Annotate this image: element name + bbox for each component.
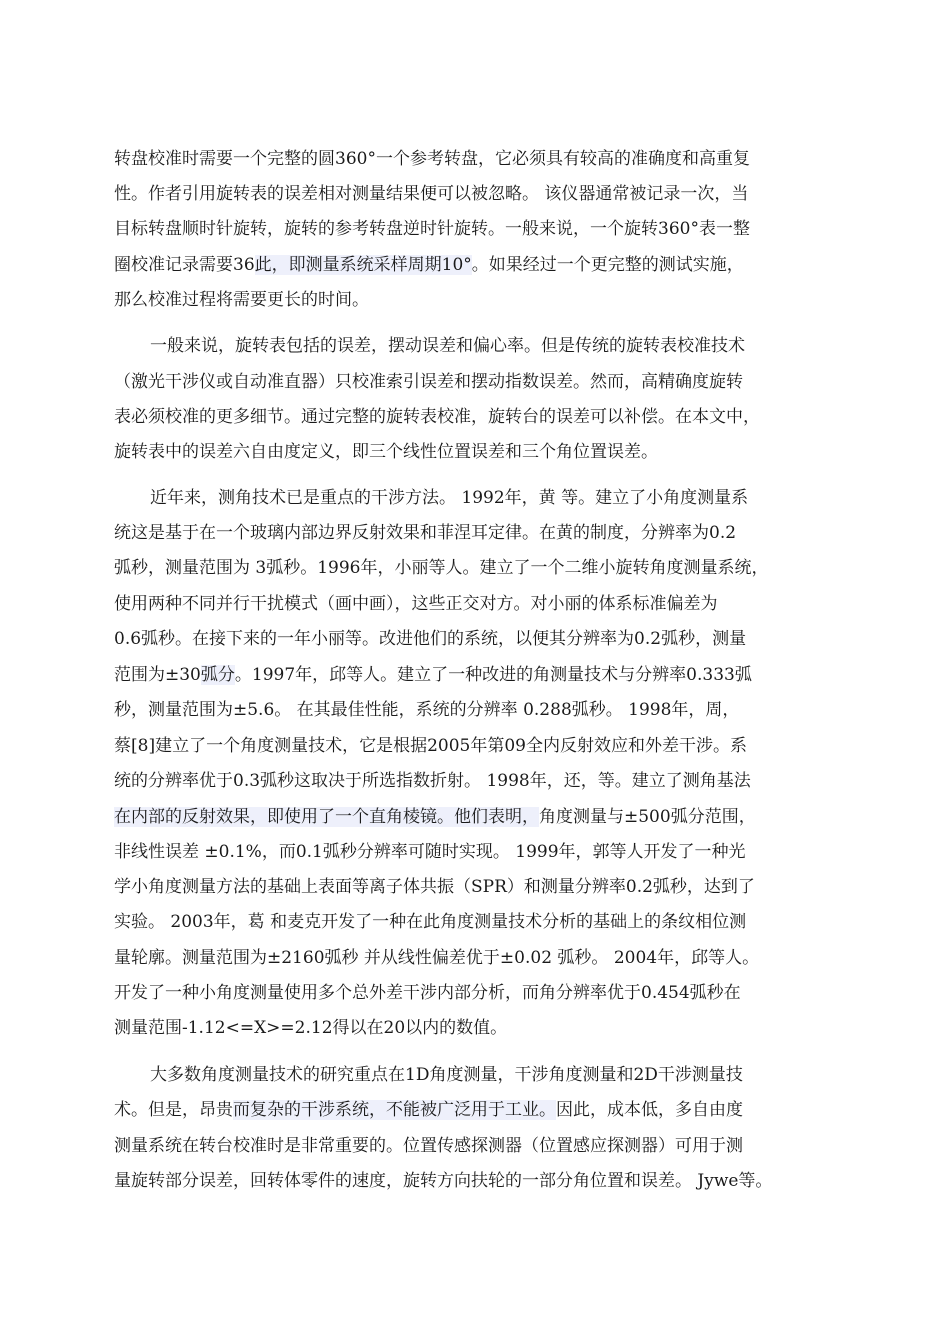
- text-line: 近年来，测角技术已是重点的干涉方法。 1992年，黄 等。建立了小角度测量系: [150, 488, 749, 508]
- text-line: 实验。 2003年，葛 和麦克开发了一种在此角度测量技术分析的基础上的条纹相位测: [114, 912, 747, 932]
- text-line: [114, 806, 756, 828]
- text-line: 大多数角度测量技术的研究重点在1D角度测量，干涉角度测量和2D干涉测量技: [150, 1065, 743, 1085]
- text-line: （激光干涉仪或自动准直器）只校准索引误差和摆动指数误差。然而，高精确度旋转: [114, 372, 743, 392]
- text-line: 统的分辨率优于0.3弧秒这取决于所选指数折射。 1998年，还，等。建立了测角基法: [114, 771, 751, 791]
- text-line: 性。作者引用旋转表的误差相对测量结果便可以被忽略。 该仪器通常被记录一次，当: [114, 184, 749, 204]
- text-line: 一般来说，旋转表包括的误差，摆动误差和偏心率。但是传统的旋转表校准技术: [150, 336, 745, 356]
- text-line: 0.6弧秒。在接下来的一年小丽等。改进他们的系统，以便其分辨率为0.2弧秒，测量: [114, 629, 747, 649]
- text-line: [114, 664, 752, 686]
- text-line: 统这是基于在一个玻璃内部边界反射效果和菲涅耳定律。在黄的制度，分辨率为0.2: [114, 523, 737, 543]
- text-line: 弧秒，测量范围为 3弧秒。1996年，小丽等人。建立了一个二维小旋转角度测量系统，: [114, 558, 769, 578]
- highlighted-text: 此，即测量系统采样周期10°: [254, 255, 472, 275]
- text-line: 测量范围-1.12<=X>=2.12得以在20以内的数值。: [114, 1018, 508, 1038]
- text-line: 开发了一种小角度测量使用多个总外差干涉内部分析，而角分辨率优于0.454弧秒在: [114, 983, 741, 1003]
- text-line: 测量系统在转台校准时是非常重要的。位置传感探测器（位置感应探测器）可用于测: [114, 1136, 743, 1156]
- text-line: 学小角度测量方法的基础上表面等离子体共振（SPR）和测量分辨率0.2弧秒，达到了: [114, 877, 755, 897]
- text-run: 因此，成本低，多自由度: [556, 1100, 743, 1120]
- text-line: 非线性误差 ±0.1%，而0.1弧秒分辨率可随时实现。 1999年，郭等人开发了一种光: [114, 842, 746, 862]
- text-run: 圈校准记录需要36: [114, 255, 255, 275]
- highlighted-text: 而复杂的干涉系统，不能被广泛用于工业。: [233, 1100, 556, 1120]
- text-run: 角度测量与±500弧分范围，: [539, 807, 756, 827]
- text-line: 使用两种不同并行干扰模式（画中画），这些正交对方。对小丽的体系标准偏差为: [114, 594, 718, 614]
- text-line: 表必须校准的更多细节。通过完整的旋转表校准，旋转台的误差可以补偿。在本文中，: [114, 407, 760, 427]
- text-line: 转盘校准时需要一个完整的圆360°一个参考转盘，它必须具有较高的准确度和高重复: [114, 149, 750, 169]
- highlighted-text: 在内部的反射效果，即使用了一个直角棱镜。他们表明，: [114, 807, 539, 827]
- text-line: 量轮廓。测量范围为±2160弧秒 并从线性偏差优于±0.02 弧秒。 2004年，邱等人。: [114, 948, 760, 968]
- text-line: [114, 254, 744, 276]
- text-line: 量旋转部分误差，回转体零件的速度，旋转方向扶轮的一部分角位置和误差。 Jywe等。: [114, 1171, 773, 1191]
- text-run: 范围为±30: [114, 665, 201, 685]
- text-line: 秒，测量范围为±5.6。 在其最佳性能，系统的分辨率 0.288弧秒。 1998年，周，: [114, 700, 740, 720]
- text-line: 蔡[8]建立了一个角度测量技术，它是根据2005年第09全内反射效应和外差干涉。系: [114, 736, 747, 756]
- text-run: 。如果经过一个更完整的测试实施，: [471, 255, 744, 275]
- text-line: [114, 1099, 743, 1121]
- text-line: 旋转表中的误差六自由度定义，即三个线性位置误差和三个角位置误差。: [114, 442, 658, 462]
- text-run: 。1997年，邱等人。建立了一种改进的角测量技术与分辨率0.333弧: [234, 665, 752, 685]
- text-run: 术。但是，昂贵: [114, 1100, 233, 1120]
- text-line: 目标转盘顺时针旋转，旋转的参考转盘逆时针旋转。一般来说，一个旋转360°表一整: [114, 219, 750, 239]
- text-line: 那么校准过程将需要更长的时间。: [114, 290, 369, 310]
- highlighted-text: 弧分: [200, 665, 235, 685]
